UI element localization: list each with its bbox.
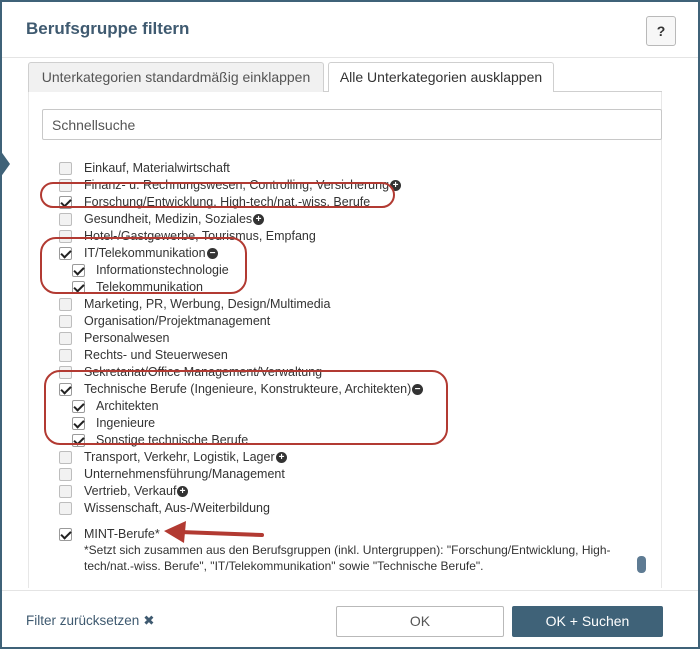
- help-button[interactable]: ?: [646, 16, 676, 46]
- category-checkbox[interactable]: [59, 502, 72, 515]
- category-label: Sonstige technische Berufe: [96, 433, 249, 447]
- category-checkbox[interactable]: [59, 179, 72, 192]
- category-label: Telekommunikation: [96, 280, 203, 294]
- ok-button[interactable]: OK: [336, 606, 504, 637]
- expand-plus-icon[interactable]: +: [177, 486, 188, 497]
- collapse-minus-icon[interactable]: −: [207, 248, 218, 259]
- scrollbar-thumb[interactable]: [637, 556, 646, 573]
- reset-filter-link[interactable]: [26, 613, 155, 629]
- category-label: Finanz- u. Rechnungswesen, Controlling, Versicherung: [84, 178, 390, 192]
- expand-plus-icon[interactable]: +: [390, 180, 401, 191]
- category-checkbox[interactable]: [72, 400, 85, 413]
- category-checkbox[interactable]: [72, 434, 85, 447]
- category-label: Vertrieb, Verkauf: [84, 484, 177, 498]
- category-label: Transport, Verkehr, Logistik, Lager: [84, 450, 275, 464]
- category-checkbox[interactable]: [59, 383, 72, 396]
- category-checkbox[interactable]: [59, 366, 72, 379]
- category-checkbox[interactable]: [59, 298, 72, 311]
- category-checkbox[interactable]: [59, 230, 72, 243]
- category-checkbox[interactable]: [59, 315, 72, 328]
- ok-search-button[interactable]: OK + Suchen: [512, 606, 663, 637]
- tab-collapse-subcategories[interactable]: Unterkategorien standardmäßig einklappen: [28, 62, 324, 92]
- category-label: Marketing, PR, Werbung, Design/Multimedia: [84, 297, 331, 311]
- category-checkbox[interactable]: [59, 485, 72, 498]
- category-label: IT/Telekommunikation: [84, 246, 206, 260]
- category-label: Rechts- und Steuerwesen: [84, 348, 228, 362]
- category-label: Architekten: [96, 399, 159, 413]
- category-checkbox[interactable]: [59, 468, 72, 481]
- category-checkbox[interactable]: [72, 264, 85, 277]
- category-label: Technische Berufe (Ingenieure, Konstrukteure, Architekten): [84, 382, 412, 396]
- category-checkbox[interactable]: [59, 332, 72, 345]
- mint-label: MINT-Berufe*: [84, 527, 160, 541]
- dialog-footer: [2, 590, 698, 649]
- category-checkbox[interactable]: [72, 281, 85, 294]
- quick-search-input[interactable]: [42, 109, 662, 140]
- category-label: Organisation/Projektmanagement: [84, 314, 271, 328]
- category-checkbox[interactable]: [59, 162, 72, 175]
- category-label: Unternehmensführung/Management: [84, 467, 285, 481]
- expand-plus-icon[interactable]: +: [253, 214, 264, 225]
- category-checkbox[interactable]: [59, 247, 72, 260]
- category-label: Personalwesen: [84, 331, 170, 345]
- dialog-pointer: [0, 150, 10, 178]
- mint-checkbox[interactable]: [59, 528, 72, 541]
- tab-bar: [28, 62, 662, 92]
- category-label: Einkauf, Materialwirtschaft: [84, 161, 230, 175]
- category-checkbox[interactable]: [59, 451, 72, 464]
- category-label: Gesundheit, Medizin, Soziales: [84, 212, 253, 226]
- category-label: Informationstechnologie: [96, 263, 229, 277]
- category-label: Ingenieure: [96, 416, 156, 430]
- category-label: Sekretariat/Office Management/Verwaltung: [84, 365, 323, 379]
- annotation-arrow-icon: [162, 520, 264, 550]
- category-label: Wissenschaft, Aus-/Weiterbildung: [84, 501, 270, 515]
- dialog-title: Berufsgruppe filtern: [26, 19, 190, 38]
- dialog-header: [2, 2, 698, 58]
- reset-filter-label: Filter zurücksetzen: [26, 613, 140, 628]
- category-label: Forschung/Entwicklung, High-tech/nat.-wiss. Berufe: [84, 195, 371, 209]
- mint-footnote: *Setzt sich zusammen aus den Berufsgruppen (inkl. Untergruppen): "Forschung/Entwicklung, High-tech/nat.-wiss. Berufe", "IT/Telekommunikation" sowie "Technische Berufe".: [84, 543, 611, 573]
- category-checkbox[interactable]: [59, 196, 72, 209]
- category-checkbox[interactable]: [72, 417, 85, 430]
- collapse-minus-icon[interactable]: −: [412, 384, 423, 395]
- expand-plus-icon[interactable]: +: [276, 452, 287, 463]
- category-checkbox[interactable]: [59, 213, 72, 226]
- close-icon: ✖: [143, 613, 155, 628]
- tab-expand-subcategories[interactable]: Alle Unterkategorien ausklappen: [328, 62, 554, 92]
- category-checkbox[interactable]: [59, 349, 72, 362]
- category-label: Hotel-/Gastgewerbe, Tourismus, Empfang: [84, 229, 316, 243]
